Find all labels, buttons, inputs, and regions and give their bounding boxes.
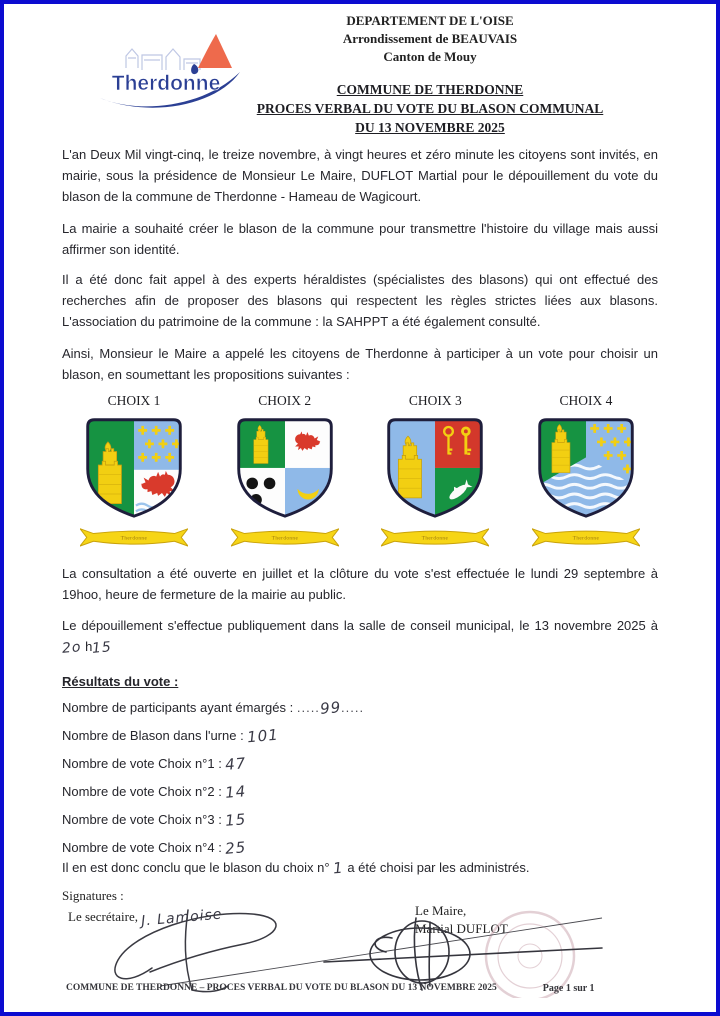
therdonne-commune-logo [98, 28, 248, 120]
paragraph-convocation: L'an Deux Mil vingt-cinq, le treize novembre, à vingt heures et zéro minute les citoyens sont invités, en mairie, sous la présidence de Monsieur Le Maire, DUFLOT Martial pour le dépouillement du vote du blason de la commune de Therdonne - Hameau de Wagicourt. [62, 147, 658, 204]
result-row-urne [62, 726, 658, 745]
handwritten-hour: 2o [61, 639, 83, 657]
choice-1-label: CHOIX 1 [107, 393, 161, 408]
conclusion-text-2: a été choisi par les administrés. [347, 860, 530, 875]
pen-line [160, 918, 602, 986]
choice-2-label: CHOIX 2 [258, 393, 312, 408]
conclusion-line [62, 857, 658, 878]
logo-text: Therdonne [111, 72, 221, 95]
result-row-participants [62, 698, 658, 717]
signatures-heading: Signatures : [62, 888, 124, 903]
blason-choix-4 [532, 413, 640, 548]
result-label: Nombre de Blason dans l'urne : [62, 728, 244, 743]
secretary-label: Le secrétaire, [68, 909, 139, 924]
choice-3-label: CHOIX 3 [408, 393, 462, 408]
result-label: Nombre de vote Choix n°4 : [62, 840, 222, 855]
result-row-choix-1 [62, 754, 658, 773]
handwritten-minutes: 15 [91, 639, 113, 657]
handwritten-urne-count: 101 [246, 725, 280, 747]
department-line: DEPARTEMENT DE L'OISE [346, 13, 514, 28]
paragraph-motivation: La mairie a souhaité créer le blason de la commune pour transmettre l'histoire du village mais aussi affirmer son identité. [62, 221, 658, 257]
secretary-handwritten-name: J. Lamoise [140, 906, 224, 930]
handwritten-winning-choice: 1 [332, 858, 345, 878]
handwritten-participants-count: 99 [319, 698, 342, 718]
title-line-2: PROCES VERBAL DU VOTE DU BLASON COMMUNAL [256, 101, 604, 116]
sail-icon [198, 34, 232, 68]
ribbon-motto: Therdonne [120, 535, 148, 542]
paragraph-consultation: La consultation a été ouverte en juillet et la clôture du vote s'est effectuée le lundi 29 septembre à 19hoo, heure de fermeture de la mairie au public. [62, 566, 658, 602]
dot-leader: ..... [341, 700, 365, 715]
hour-separator: h [85, 639, 93, 654]
result-row-choix-3 [62, 810, 658, 829]
handwritten-choix1-count: 47 [224, 754, 248, 774]
document-title [202, 80, 658, 137]
result-row-choix-2 [62, 782, 658, 801]
handwritten-choix2-count: 14 [224, 782, 248, 802]
dot-leader: ..... [296, 700, 320, 715]
result-label: Nombre de vote Choix n°2 : [62, 784, 222, 799]
blason-choix-2 [231, 413, 339, 548]
paragraph-experts: Il a été donc fait appel à des experts héraldistes (spécialistes des blasons) qui ont effectué des recherches afin de proposer des blasons qui respectent les règles strictes liées aux blasons. L'association du patrimoine de la commune : la SAHPPT a été également consulté. [62, 272, 658, 329]
mayor-name: Martial DUFLOT [415, 921, 508, 936]
blason-choix-1 [80, 413, 188, 548]
title-line-1: COMMUNE DE THERDONNE [336, 82, 524, 97]
page-number: Page 1 sur 1 [542, 983, 595, 994]
arrondissement-line: Arrondissement de BEAUVAIS [342, 31, 518, 46]
ribbon-motto: Therdonne [422, 535, 449, 542]
result-label: Nombre de participants ayant émargés : [62, 700, 294, 715]
mayor-signature-block [415, 902, 508, 938]
result-row-choix-4 [62, 838, 658, 857]
result-label: Nombre de vote Choix n°3 : [62, 812, 222, 827]
page-footer [66, 983, 666, 994]
choice-2 [215, 393, 355, 553]
handwritten-choix4-count: 25 [224, 838, 248, 858]
footer-title: COMMUNE DE THERDONNE – PROCES VERBAL DU VOTE DU BLASON DU 13 NOVEMBRE 2025 [66, 983, 497, 993]
conclusion-text-1: Il en est donc conclu que le blason du choix n° [62, 860, 330, 875]
blason-choices [62, 393, 658, 553]
ribbon-motto: Therdonne [271, 535, 298, 542]
result-label: Nombre de vote Choix n°1 : [62, 756, 222, 771]
canton-line: Canton de Mouy [383, 49, 477, 64]
choice-1 [64, 393, 204, 553]
blason-choix-3 [381, 413, 489, 548]
choice-3 [365, 393, 505, 553]
paragraph-depouillement [62, 615, 658, 658]
title-line-3: DU 13 NOVEMBRE 2025 [355, 120, 505, 135]
village-sketch-icon [126, 49, 200, 70]
depouillement-text: Le dépouillement s'effectue publiquement dans la salle de conseil municipal, le 13 novembre 2025 à [62, 618, 658, 633]
results-heading: Résultats du vote : [62, 674, 179, 689]
choice-4 [516, 393, 656, 553]
handwritten-choix3-count: 15 [224, 810, 248, 830]
choice-4-label: CHOIX 4 [559, 393, 613, 408]
paragraph-vote-invite: Ainsi, Monsieur le Maire a appelé les citoyens de Therdonne à participer à un vote pour choisir un blason, en soumettant les propositions suivantes : [62, 346, 658, 382]
ribbon-motto: Therdonne [572, 535, 600, 542]
document-header [62, 4, 658, 135]
mayor-label: Le Maire, [415, 903, 467, 918]
